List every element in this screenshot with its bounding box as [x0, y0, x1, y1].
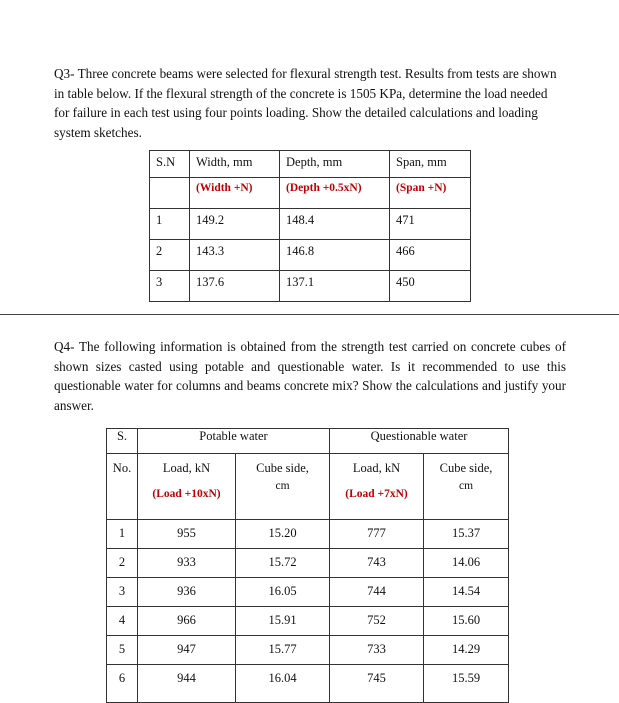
q3-header-depth: Depth, mm — [280, 151, 390, 178]
q3-header-sn: S.N — [150, 151, 190, 178]
table-row — [107, 636, 509, 665]
q4-potable-load-note: (Load +10xN) — [152, 488, 221, 500]
q3-cell: 1 — [150, 209, 190, 240]
q3-header-width: Width, mm — [190, 151, 280, 178]
q4-cell: 752 — [330, 607, 424, 636]
q4-header-no: No. — [107, 454, 138, 520]
q4-questionable-load-header — [330, 454, 424, 520]
q3-cell: 471 — [390, 209, 471, 240]
q4-cell: 15.77 — [236, 636, 330, 665]
q3-beam-table — [149, 150, 471, 302]
q3-cell: 137.1 — [280, 271, 390, 302]
q4-cell: 2 — [107, 549, 138, 578]
q4-cell: 944 — [138, 665, 236, 703]
q4-cell: 14.54 — [424, 578, 509, 607]
q4-potable-load-label: Load, kN — [162, 461, 211, 475]
q3-cell: 137.6 — [190, 271, 280, 302]
q3-cell: 466 — [390, 240, 471, 271]
q4-cell: 15.20 — [236, 520, 330, 549]
q4-questionable-cube-label: Cube side, — [439, 461, 493, 475]
q3-question-text: Q3- Three concrete beams were selected for flexural strength test. Results from tests are shown in table below. If the flexural strength of the concrete is 1505 KPa, determine the load needed for failure in each test using four points loading. Show the detailed calculations and loading system sketches. — [54, 66, 557, 140]
q4-potable-cube-label: Cube side, — [256, 461, 309, 475]
table-row — [107, 520, 509, 549]
q4-cell: 16.04 — [236, 665, 330, 703]
q3-cell: 149.2 — [190, 209, 280, 240]
q4-potable-cube-unit: cm — [275, 480, 290, 492]
q4-cell: 16.05 — [236, 578, 330, 607]
q4-question-text: Q4- The following information is obtained from the strength test carried on concrete cubes of shown sizes casted using potable and questionable water. Is it recommended to use this questionable water for columns and beams concrete mix? Show the calculations and justify your answer. — [54, 339, 566, 413]
q4-questionable-load-label: Load, kN — [352, 461, 401, 475]
q3-subheader-depth: (Depth +0.5xN) — [280, 178, 390, 209]
q3-subheader-width: (Width +N) — [190, 178, 280, 209]
q4-cell: 745 — [330, 665, 424, 703]
q3-cell: 3 — [150, 271, 190, 302]
q3-cell: 2 — [150, 240, 190, 271]
q4-questionable-load-note: (Load +7xN) — [345, 488, 408, 500]
q4-potable-load-header — [138, 454, 236, 520]
q4-water-table — [106, 428, 509, 703]
q3-cell: 450 — [390, 271, 471, 302]
q4-cell: 955 — [138, 520, 236, 549]
q4-cell: 966 — [138, 607, 236, 636]
q4-cell: 15.59 — [424, 665, 509, 703]
table-row — [150, 209, 471, 240]
q4-cell: 5 — [107, 636, 138, 665]
q4-cell: 743 — [330, 549, 424, 578]
table-row — [107, 607, 509, 636]
q4-cell: 15.91 — [236, 607, 330, 636]
section-divider — [0, 314, 619, 315]
q4-header-s: S. — [107, 429, 138, 454]
q3-subheader-blank — [150, 178, 190, 209]
q4-cell: 733 — [330, 636, 424, 665]
q4-cell: 14.06 — [424, 549, 509, 578]
q4-cell: 14.29 — [424, 636, 509, 665]
q3-subheader-span: (Span +N) — [390, 178, 471, 209]
q4-cell: 777 — [330, 520, 424, 549]
q4-cell: 6 — [107, 665, 138, 703]
q4-group-questionable: Questionable water — [330, 429, 509, 454]
table-row — [107, 578, 509, 607]
table-row — [107, 665, 509, 703]
q4-cell: 947 — [138, 636, 236, 665]
table-row — [107, 549, 509, 578]
q3-header-span: Span, mm — [390, 151, 471, 178]
q4-cell: 15.60 — [424, 607, 509, 636]
q3-cell: 148.4 — [280, 209, 390, 240]
q4-questionable-cube-header — [424, 454, 509, 520]
q4-cell: 15.37 — [424, 520, 509, 549]
q4-cell: 4 — [107, 607, 138, 636]
q4-group-potable: Potable water — [138, 429, 330, 454]
q4-cell: 744 — [330, 578, 424, 607]
q4-cell: 3 — [107, 578, 138, 607]
q4-questionable-cube-unit: cm — [458, 480, 474, 492]
q4-cell: 15.72 — [236, 549, 330, 578]
q4-potable-cube-header — [236, 454, 330, 520]
table-row — [150, 240, 471, 271]
q4-cell: 933 — [138, 549, 236, 578]
q4-cell: 1 — [107, 520, 138, 549]
q3-cell: 146.8 — [280, 240, 390, 271]
q3-cell: 143.3 — [190, 240, 280, 271]
q4-cell: 936 — [138, 578, 236, 607]
table-row — [150, 271, 471, 302]
